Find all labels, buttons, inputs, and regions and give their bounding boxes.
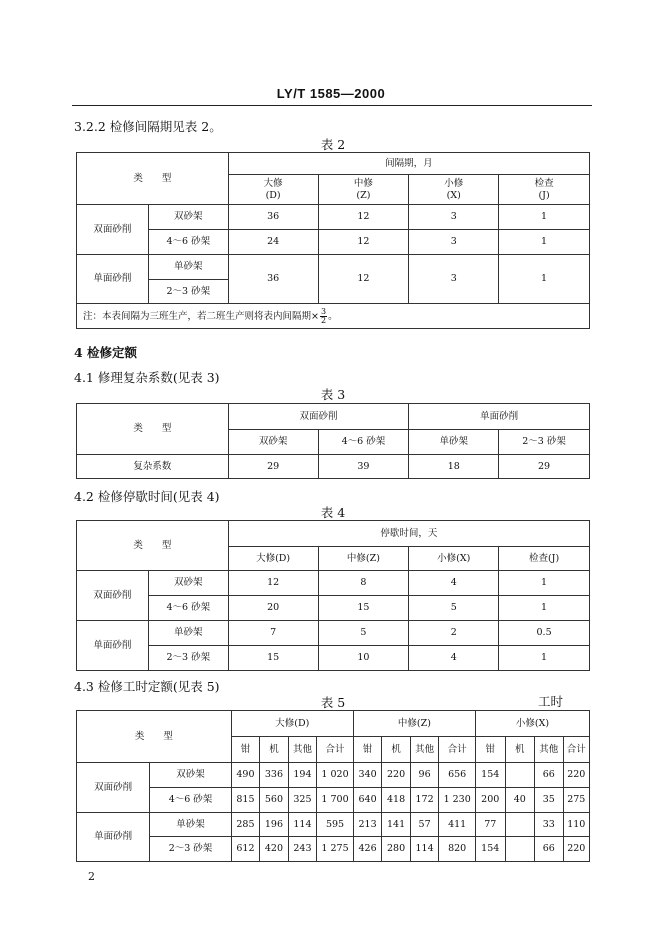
table5-cell: 40	[505, 788, 535, 813]
table2-cell: 3	[409, 205, 499, 230]
table5-group-header: 中修(Z)	[353, 711, 475, 737]
table2-cell: 12	[318, 255, 409, 304]
table5-sub-label: 4～6 砂架	[150, 788, 231, 813]
table5-cell: 66	[535, 837, 564, 862]
table5-group-header: 大修(D)	[231, 711, 353, 737]
table-5	[76, 710, 590, 862]
table5-cell: 114	[288, 813, 317, 837]
table2-group-label: 双面砂削	[77, 205, 149, 255]
table5-cell: 220	[563, 837, 589, 862]
table5-subcol-header: 钳	[231, 737, 260, 763]
table2-group-label: 单面砂削	[77, 255, 149, 304]
table5-cell: 243	[288, 837, 317, 862]
table2-sub-label: 2～3 砂架	[148, 280, 228, 304]
table4-cell: 10	[318, 646, 409, 671]
table5-subcol-header: 钳	[475, 737, 505, 763]
table5-cell	[505, 813, 535, 837]
table4-cell: 7	[228, 621, 318, 646]
table5-subcol-header: 钳	[353, 737, 382, 763]
table3-sub-header: 单砂架	[409, 430, 499, 455]
table2-sub-label: 单砂架	[148, 255, 228, 280]
table4-cell: 20	[228, 596, 318, 621]
table3-sub-header: 2～3 砂架	[499, 430, 590, 455]
header-rule	[72, 105, 592, 106]
table5-cell: 194	[288, 763, 317, 788]
table5-subcol-header: 其他	[288, 737, 317, 763]
table4-caption: 表 4	[320, 505, 346, 520]
table5-cell: 110	[563, 813, 589, 837]
table4-cell: 1	[499, 596, 590, 621]
table5-cell: 33	[535, 813, 564, 837]
table2-cell: 3	[409, 255, 499, 304]
table2-cell: 3	[409, 230, 499, 255]
table4-cell: 4	[409, 571, 499, 596]
table5-subcol-header: 其他	[535, 737, 564, 763]
table4-cell: 5	[409, 596, 499, 621]
table5-cell: 815	[231, 788, 260, 813]
table2-cell: 24	[228, 230, 318, 255]
section-3-2-2: 3.2.2 检修间隔期见表 2。	[74, 119, 222, 134]
table5-unit: 工时	[538, 694, 564, 709]
table2-cell: 1	[499, 205, 590, 230]
section-4-1: 4.1 修理复杂系数(见表 3)	[74, 370, 220, 385]
section-4-title: 4 检修定额	[74, 345, 138, 360]
table5-sub-label: 单砂架	[150, 813, 231, 837]
table3-sub-header: 4～6 砂架	[318, 430, 409, 455]
fraction: $\frac{3}{2}$	[320, 306, 327, 325]
table3-caption: 表 3	[320, 387, 346, 402]
table4-sub-label: 2～3 砂架	[148, 646, 228, 671]
table5-cell: 820	[439, 837, 476, 862]
table5-cell: 96	[410, 763, 439, 788]
table2-cell: 12	[318, 230, 409, 255]
table5-subcol-header: 机	[382, 737, 411, 763]
table3-group-header: 双面砂削	[228, 404, 409, 430]
table2-caption: 表 2	[320, 137, 346, 152]
table3-cell: 29	[499, 455, 590, 479]
table4-cell: 15	[228, 646, 318, 671]
table5-cell: 196	[260, 813, 289, 837]
table4-cell: 5	[318, 621, 409, 646]
table2-cell: 1	[499, 255, 590, 304]
table2-interval-header: 间隔期，月	[228, 153, 589, 175]
table5-group-label: 双面砂削	[77, 763, 150, 813]
table3-row-label: 复杂系数	[77, 455, 229, 479]
table5-cell: 426	[353, 837, 382, 862]
table2-cell: 36	[228, 205, 318, 230]
table4-group-header: 停歇时间，天	[228, 521, 589, 547]
table5-caption: 表 5	[320, 695, 346, 710]
standard-header: LY/T 1585—2000	[276, 86, 386, 101]
section-4-3: 4.3 检修工时定额(见表 5)	[74, 679, 220, 694]
table5-sub-label: 双砂架	[150, 763, 231, 788]
table4-col-header: 大修(D)	[228, 547, 318, 571]
table5-cell: 35	[535, 788, 564, 813]
table2-cell: 12	[318, 205, 409, 230]
table5-cell: 1 700	[317, 788, 354, 813]
table5-cell: 77	[475, 813, 505, 837]
table5-cell: 612	[231, 837, 260, 862]
table4-cell: 1	[499, 571, 590, 596]
table4-group-label: 双面砂削	[77, 571, 149, 621]
table4-col-header: 中修(Z)	[318, 547, 409, 571]
table2-col-header: 中修 (Z)	[318, 175, 409, 205]
table5-cell: 656	[439, 763, 476, 788]
table5-cell: 411	[439, 813, 476, 837]
table5-cell: 640	[353, 788, 382, 813]
table5-group-header: 小修(X)	[475, 711, 589, 737]
table2-col-header: 小修 (X)	[409, 175, 499, 205]
table3-cell: 39	[318, 455, 409, 479]
table2-sub-label: 双砂架	[148, 205, 228, 230]
table4-cell: 0.5	[499, 621, 590, 646]
section-4-2: 4.2 检修停歇时间(见表 4)	[74, 489, 220, 504]
table4-type-header: 类 型	[77, 521, 229, 571]
table5-cell: 336	[260, 763, 289, 788]
table4-cell: 1	[499, 646, 590, 671]
table5-group-label: 单面砂削	[77, 813, 150, 862]
table5-cell: 172	[410, 788, 439, 813]
table5-cell: 141	[382, 813, 411, 837]
table5-cell: 340	[353, 763, 382, 788]
table5-subcol-header: 合计	[439, 737, 476, 763]
table3-group-header: 单面砂削	[409, 404, 590, 430]
table3-cell: 18	[409, 455, 499, 479]
table5-cell: 200	[475, 788, 505, 813]
table5-subcol-header: 机	[505, 737, 535, 763]
table5-subcol-header: 机	[260, 737, 289, 763]
table4-cell: 8	[318, 571, 409, 596]
table2-type-header: 类 型	[77, 153, 229, 205]
table5-cell: 220	[563, 763, 589, 788]
table5-cell: 275	[563, 788, 589, 813]
table5-subcol-header: 其他	[410, 737, 439, 763]
table-2	[76, 152, 590, 329]
table4-cell: 2	[409, 621, 499, 646]
table4-sub-label: 4～6 砂架	[148, 596, 228, 621]
table4-col-header: 检查(J)	[499, 547, 590, 571]
table4-sub-label: 双砂架	[148, 571, 228, 596]
table5-cell: 418	[382, 788, 411, 813]
table5-cell: 213	[353, 813, 382, 837]
page-number: 2	[88, 870, 95, 883]
table3-sub-header: 双砂架	[228, 430, 318, 455]
table5-cell: 1 275	[317, 837, 354, 862]
table-3	[76, 403, 590, 479]
table5-cell: 154	[475, 763, 505, 788]
table5-cell: 220	[382, 763, 411, 788]
table2-col-header: 检查 (J)	[499, 175, 590, 205]
table5-type-header: 类 型	[77, 711, 232, 763]
table5-cell: 1 020	[317, 763, 354, 788]
table5-cell	[505, 763, 535, 788]
table5-cell: 285	[231, 813, 260, 837]
table5-cell: 490	[231, 763, 260, 788]
table3-cell: 29	[228, 455, 318, 479]
table3-type-header: 类 型	[77, 404, 229, 455]
table5-subcol-header: 合计	[563, 737, 589, 763]
table5-subcol-header: 合计	[317, 737, 354, 763]
table2-sub-label: 4～6 砂架	[148, 230, 228, 255]
table5-cell: 114	[410, 837, 439, 862]
table2-cell: 1	[499, 230, 590, 255]
table4-group-label: 单面砂削	[77, 621, 149, 671]
table-4	[76, 520, 590, 671]
table5-cell: 66	[535, 763, 564, 788]
table5-cell	[505, 837, 535, 862]
table2-col-header: 大修 (D)	[228, 175, 318, 205]
table5-cell: 560	[260, 788, 289, 813]
table5-cell: 280	[382, 837, 411, 862]
table4-col-header: 小修(X)	[409, 547, 499, 571]
table4-cell: 12	[228, 571, 318, 596]
table4-cell: 4	[409, 646, 499, 671]
table4-sub-label: 单砂架	[148, 621, 228, 646]
table5-cell: 1 230	[439, 788, 476, 813]
table5-cell: 57	[410, 813, 439, 837]
table5-cell: 420	[260, 837, 289, 862]
table2-note: 注：本表间隔为三班生产，若二班生产则将表内间隔期× $\frac{3}{2}$ 。	[77, 304, 590, 329]
table5-cell: 325	[288, 788, 317, 813]
table4-cell: 15	[318, 596, 409, 621]
table2-cell: 36	[228, 255, 318, 304]
table5-cell: 154	[475, 837, 505, 862]
table5-cell: 595	[317, 813, 354, 837]
table5-sub-label: 2～3 砂架	[150, 837, 231, 862]
